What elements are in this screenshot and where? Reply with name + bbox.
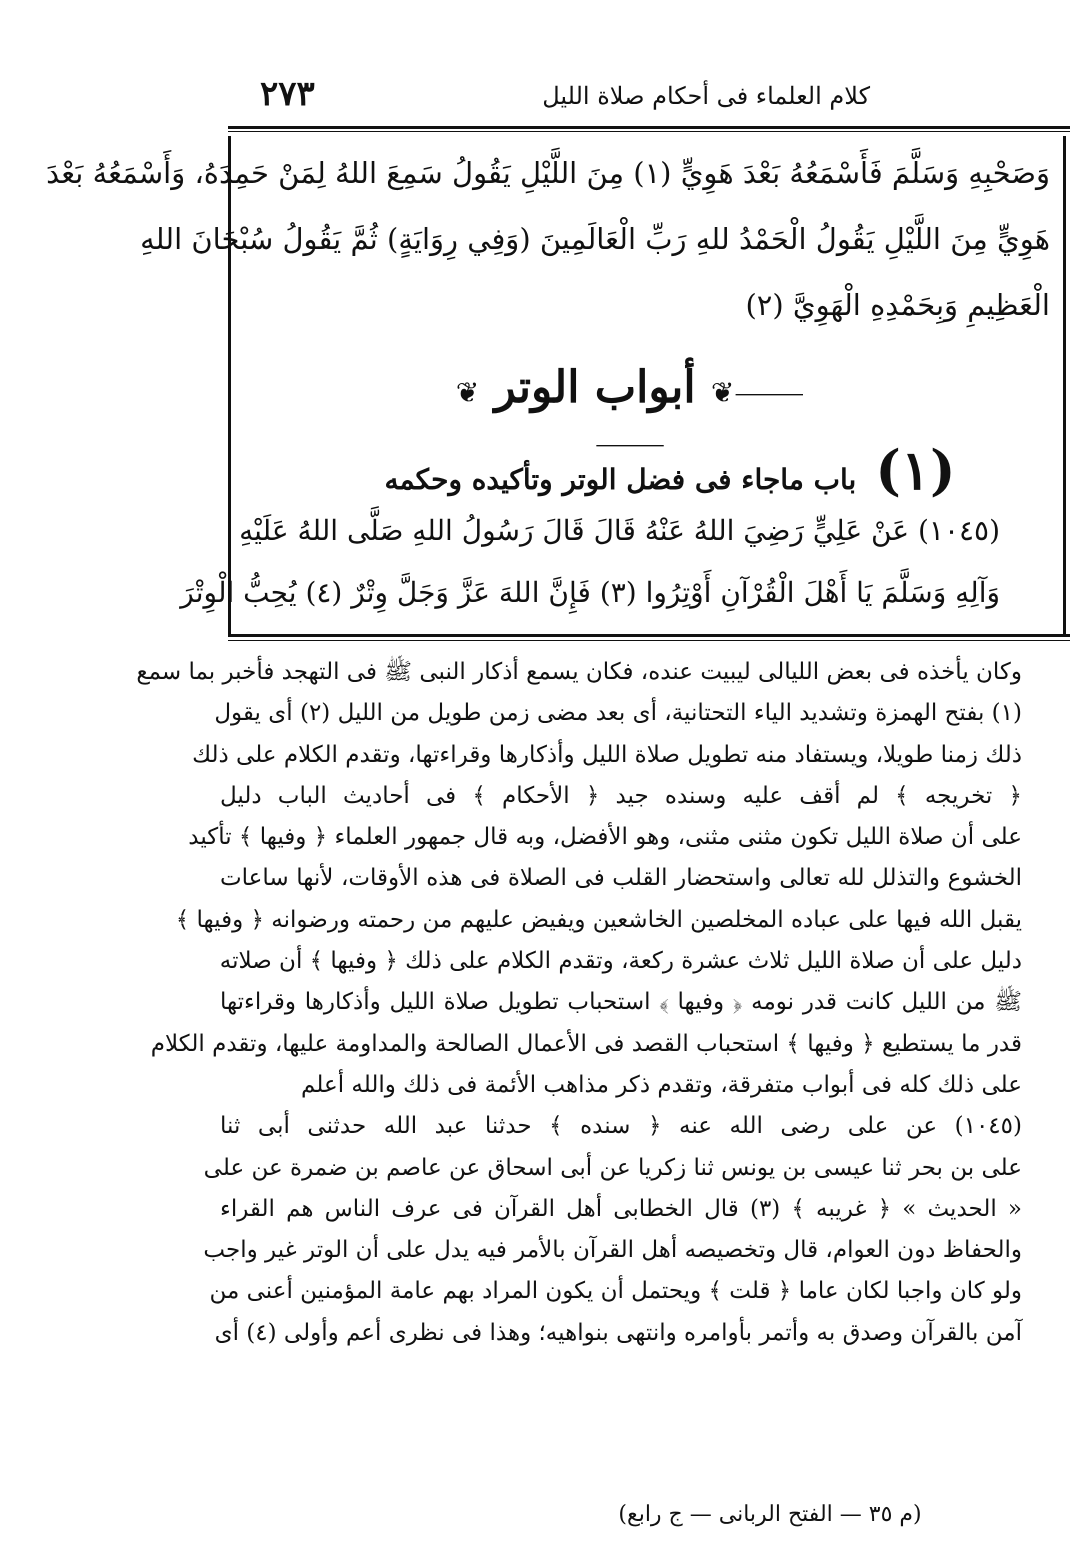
- text-line: الْعَظِيمِ وَبِحَمْدِهِ الْهَوِيَّ (٢): [745, 288, 1050, 322]
- text-line: هَوِيٍّ مِنَ اللَّيْلِ يَقُولُ الْحَمْدُ للهِ رَبِّ الْعَالَمِينَ (وَفِي رِوَايَةٍ) ثُمَّ يَقُولُ سُبْحَانَ اللهِ: [140, 222, 1050, 256]
- running-title: كلام العلماء فى أحكام صلاة الليل: [542, 82, 870, 110]
- commentary-line: ولو كان واجبا لكان عاما ﴿ قلت ﴾ ويحتمل أن يكون المراد بهم عامة المؤمنين أعنى من: [209, 1278, 1022, 1305]
- section-rule: [228, 634, 1070, 637]
- text-line: (١٠٤٥) عَنْ عَلِيٍّ رَضِيَ اللهُ عَنْهُ قَالَ قَالَ رَسُولُ اللهِ صَلَّى اللهُ عَلَيْهِ: [239, 514, 1000, 547]
- page-number: ٢٧٣: [260, 74, 315, 114]
- commentary-line: « الحديث » ﴿ غريبه ﴾ (٣) قال الخطابى أهل القرآن فى عرف الناس هم القراء: [220, 1195, 1022, 1222]
- commentary-line: على أن صلاة الليل تكون مثنى مثنى، وهو الأفضل، وبه قال جمهور العلماء ﴿ وفيها ﴾ تأكيد: [188, 824, 1022, 851]
- commentary: [136, 652, 1022, 1354]
- text-line: وَآلِهِ وَسَلَّمَ يَا أَهْلَ الْقُرْآنِ أَوْتِرُوا (٣) فَإِنَّ اللهَ عَزَّ وَجَلَّ وِتْرٌ (٤) يُحِبُّ الْوِتْرَ: [180, 576, 1000, 609]
- commentary-line: ﴿ تخريجه ﴾ لم أقف عليه وسنده جيد ﴿ الأحكام ﴾ فى أحاديث الباب دليل: [220, 782, 1022, 809]
- chapter-heading: [360, 438, 980, 502]
- commentary-line: ﷺ من الليل كانت قدر نومه ﴿ وفيها ﴾ استحباب تطويل صلاة الليل وأذكارها وقراءتها: [220, 989, 1022, 1016]
- section-rule-thin: [228, 640, 1070, 641]
- commentary-line: وكان يأخذه فى بعض الليالى ليبيت عنده، فكان يسمع أذكار النبى ﷺ فى التهجد فأخبر بما سمع: [136, 659, 1022, 685]
- chapter-label: باب ماجاء فى فضل الوتر وتأكيده وحكمه: [384, 463, 857, 496]
- commentary-line: دليل على أن صلاة الليل ثلاث عشرة ركعة، وتقدم الكلام على ذلك ﴿ وفيها ﴾ أن صلاته: [219, 948, 1022, 975]
- section-title-text: أبواب الوتر: [494, 362, 696, 413]
- commentary-line: والحفاظ دون العوام، قال وتخصيصه أهل القرآن بالأمر فيه يدل على أن الوتر غير واجب: [203, 1237, 1022, 1264]
- commentary-line: الخشوع والتذلل لله تعالى واستحضار القلب فى الصلاة فى هذه الأوقات، لأنها ساعات: [220, 865, 1022, 892]
- signature-footer: (م ٣٥ — الفتح الربانى — ج رابع): [618, 1502, 922, 1527]
- upper-hadith-text: [46, 140, 1050, 338]
- commentary-line: يقبل الله فيها على عباده المخلصين الخاشعين ويفيض عليهم من رحمته ورضوانه ﴿ وفيها ﴾: [175, 906, 1022, 933]
- commentary-line: (١٠٤٥) عن على رضى الله عنه ﴿ سنده ﴾ حدثنا عبد الله حدثنى أبى ثنا: [220, 1113, 1022, 1140]
- commentary-line: على ذلك كله فى أبواب متفرقة، وتقدم ذكر مذاهب الأئمة فى ذلك والله أعلم: [301, 1071, 1022, 1098]
- commentary-line: ذلك زمنا طويلا، ويستفاد منه تطويل صلاة الليل وأذكارها وقراءتها، وتقدم الكلام على ذلك: [192, 741, 1022, 768]
- chapter-number: (١): [875, 438, 956, 502]
- commentary-line: قدر ما يستطيع ﴿ وفيها ﴾ استحباب القصد فى الأعمال الصالحة والمداومة عليها، وتقدم الكلام: [150, 1030, 1022, 1057]
- header-rule-thin: [228, 131, 1070, 132]
- ornament-icon: ❦⸻: [455, 376, 665, 460]
- text-line: وَصَحْبِهِ وَسَلَّمَ فَأَسْمَعُهُ بَعْدَ هَوِيٍّ (١) مِنَ اللَّيْلِ يَقُولُ سَمِعَ اللهُ لِمَنْ حَمِدَهُ، وَأَسْمَعُهُ بَعْدَ: [46, 156, 1050, 190]
- section-title: [440, 362, 820, 460]
- commentary-line: (١) بفتح الهمزة وتشديد الياء التحتانية، أى بعد مضى زمن طويل من الليل (٢) أى يقول: [214, 700, 1022, 727]
- commentary-line: آمن بالقرآن وصدق به وأتمر بأوامره وانتهى بنواهيه؛ وهذا فى نظرى أعم وأولى (٤) أى: [214, 1319, 1022, 1346]
- ornament-icon: ⸻❦: [710, 376, 805, 409]
- commentary-line: على بن بحر ثنا عيسى بن يونس ثنا زكريا عن أبى اسحاق عن عاصم بن ضمرة عن على: [203, 1154, 1022, 1181]
- running-header: [230, 72, 1070, 128]
- header-rule: [228, 126, 1070, 129]
- hadith-text: [180, 500, 1000, 624]
